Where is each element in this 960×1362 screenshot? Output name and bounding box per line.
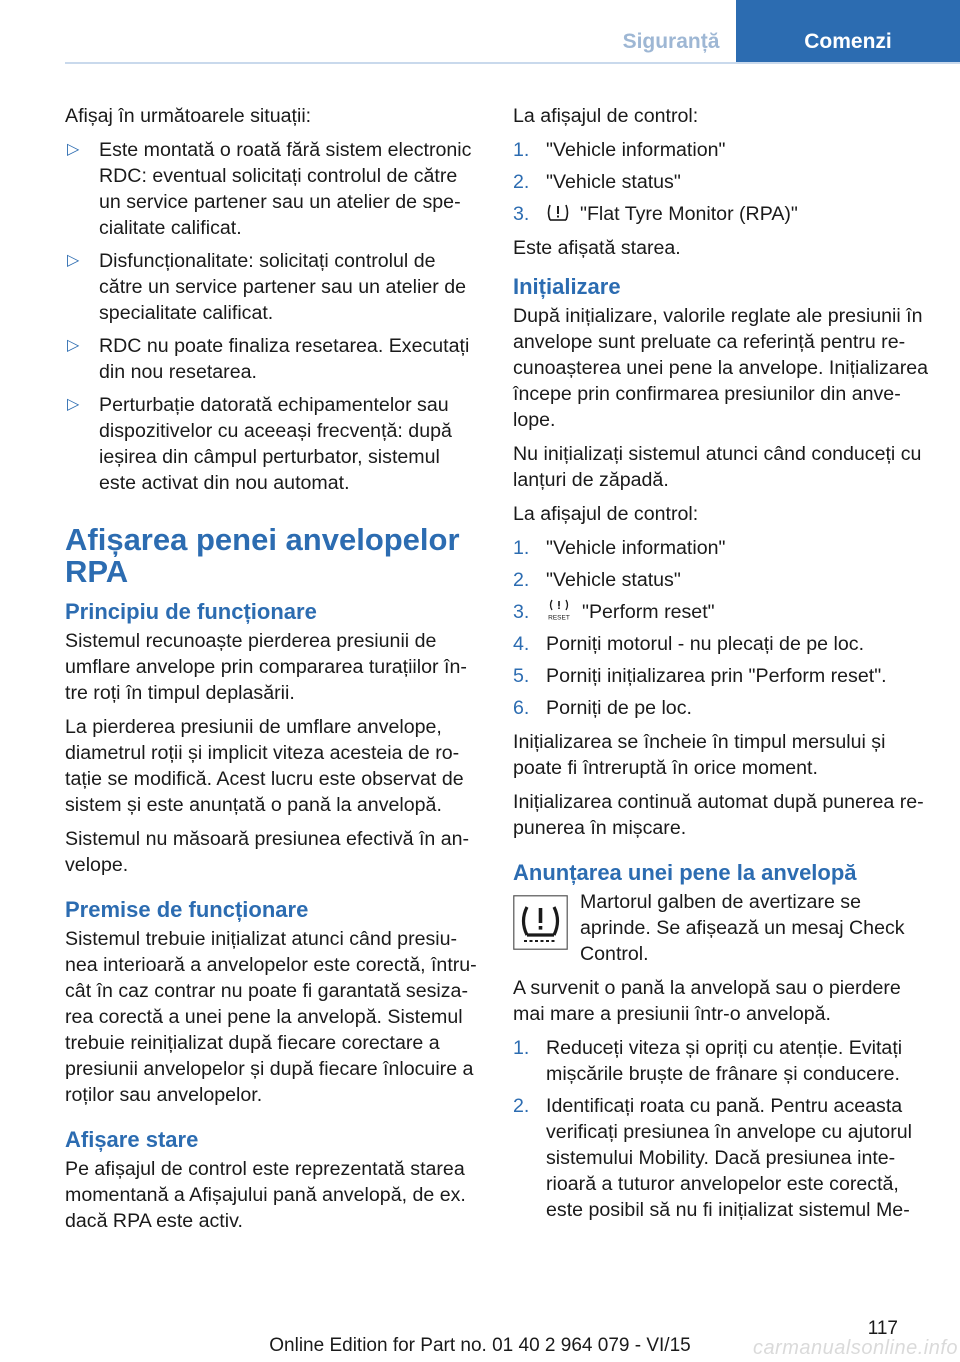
left-column — [65, 103, 480, 1242]
section-tab-siguranta[interactable]: Siguranță — [622, 30, 720, 53]
situations-list — [65, 137, 480, 496]
init-paragraph-3: Inițializarea se încheie în timpul mersului și poate fi întreruptă în orice moment. — [513, 731, 886, 779]
list-item: 2. "Vehicle status" — [513, 171, 681, 193]
list-item: ▷ Disfuncționalitate: solicitați controlul de către un service partener sau un atelier de specialitate calificat. — [67, 250, 467, 324]
list-item: 3. "Flat Tyre Monitor (RPA)" — [513, 203, 798, 225]
heading-principle: Principiu de funcționare — [65, 599, 317, 624]
status-paragraph: Pe afișajul de control este reprezentată starea momentană a Afișajului pană anvelopă, de ex. dacă RPA este activ. — [65, 1158, 466, 1232]
list-item: ▷ RDC nu poate finaliza resetarea. Executați din nou resetarea. — [67, 335, 470, 383]
heading-initialization: Inițializare — [513, 274, 621, 299]
list-item: 2. "Vehicle status" — [513, 569, 681, 591]
list-item: ▷ Este montată o roată fără sistem electronic RDC: eventual solicitați controlul de către un service partener sau un atelier de spe-cialitate calificat. — [67, 139, 472, 239]
premise-paragraph: Sistemul trebuie inițializat atunci când presiu-nea interioară a anvelopelor este corectă, întru-cât în caz contrar nu poate fi garantată sesiza-rea corectă a unei pene la anvelopă. Sistemul trebuie reinițializat după fiecare corectare a presiunii anvelopelor și după fiecare înlocuire a roților sau anvelopelor. — [65, 928, 477, 1106]
list-item: 1. "Vehicle information" — [513, 537, 726, 559]
status-steps-list — [513, 137, 933, 227]
header-divider — [65, 62, 960, 64]
principle-paragraph-3: Sistemul nu măsoară presiunea efectivă în an-velope. — [65, 828, 470, 876]
list-item: 6. Porniți de pe loc. — [513, 697, 692, 719]
status-shown-text: Este afișată starea. — [513, 237, 681, 259]
warning-light-note — [513, 889, 933, 967]
list-item: 3. RESET "Perform reset" — [513, 601, 715, 623]
list-item: 2. Identificați roata cu pană. Pentru aceasta verificați presiunea în anvelope cu ajutorul sistemului Mobility. Dacă presiunea inte-rioară a tuturor anvelopelor este corectă, este posibil să nu fi inițializat sistemul Me- — [513, 1095, 912, 1221]
situations-intro: Afișaj în următoarele situații: — [65, 105, 312, 127]
principle-paragraph-1: Sistemul recunoaște pierderea presiunii de umflare anvelope prin compararea turațiilor în-tre roți în timpul deplasării. — [65, 630, 467, 704]
page-number: 117 — [867, 1318, 898, 1339]
list-item: 1. Reduceți viteza și opriți cu atenție. Evitați mișcările bruște de frânare și conducere. — [513, 1037, 903, 1085]
flat-tyre-steps-list — [513, 1035, 933, 1223]
principle-paragraph-2: La pierderea presiunii de umflare anvelope, diametrul roții și implicit viteza acesteia de ro-tație se modifică. Acest lucru este observat de sistem și este anunțată o pană la anvelopă. — [65, 716, 464, 816]
triangle-bullet-icon: ▷ — [67, 252, 80, 269]
flat-tyre-monitor-icon — [546, 203, 570, 223]
init-paragraph-4: Inițializarea continuă automat după punerea re-punerea în mișcare. — [513, 791, 924, 839]
tyre-warning-light-icon — [513, 895, 568, 950]
svg-text:RESET: RESET — [548, 614, 570, 621]
control-display-intro-2: La afișajul de control: — [513, 503, 699, 525]
edition-footer: Online Edition for Part no. 01 40 2 964 079 - VI/15 — [269, 1335, 691, 1356]
warning-light-text: Martorul galben de avertizare se aprinde. Se afișează un mesaj Check Control. — [580, 891, 905, 965]
heading-flat-tyre: Anunțarea unei pene la anvelopă — [513, 860, 857, 885]
chapter-title: Afișarea penei anvelopelor RPA — [65, 522, 460, 589]
section-tab-comenzi[interactable]: Comenzi — [736, 0, 960, 62]
heading-premise: Premise de funcționare — [65, 897, 309, 922]
page-header — [606, 0, 960, 62]
triangle-bullet-icon: ▷ — [67, 396, 80, 413]
watermark: carmanualsonline.info — [752, 1337, 958, 1359]
control-display-intro: La afișajul de control: — [513, 105, 699, 127]
list-item: ▷ Perturbație datorată echipamentelor sau dispozitivelor cu aceeași frecvență: după ieșirea din câmpul perturbator, sistemul este activat din nou automat. — [67, 394, 452, 494]
right-column — [513, 103, 933, 1231]
list-item: 1. "Vehicle information" — [513, 139, 726, 161]
triangle-bullet-icon: ▷ — [67, 337, 80, 354]
list-item: 5. Porniți inițializarea prin "Perform reset". — [513, 665, 887, 687]
triangle-bullet-icon: ▷ — [67, 141, 80, 158]
init-steps-list — [513, 535, 933, 721]
init-paragraph-2: Nu inițializați sistemul atunci când conduceți cu lanțuri de zăpadă. — [513, 443, 922, 491]
list-item: 4. Porniți motorul - nu plecați de pe loc. — [513, 633, 865, 655]
flat-tyre-paragraph: A survenit o pană la anvelopă sau o pierdere mai mare a presiunii într-o anvelopă. — [513, 977, 901, 1025]
init-paragraph-1: După inițializare, valorile reglate ale presiunii în anvelope sunt preluate ca referință pentru re-cunoașterea unei pene la anvelope. Inițializarea începe prin confirmarea presiunilor din anve-lope. — [513, 305, 929, 431]
heading-status: Afișare stare — [65, 1127, 199, 1152]
reset-icon — [546, 599, 572, 621]
